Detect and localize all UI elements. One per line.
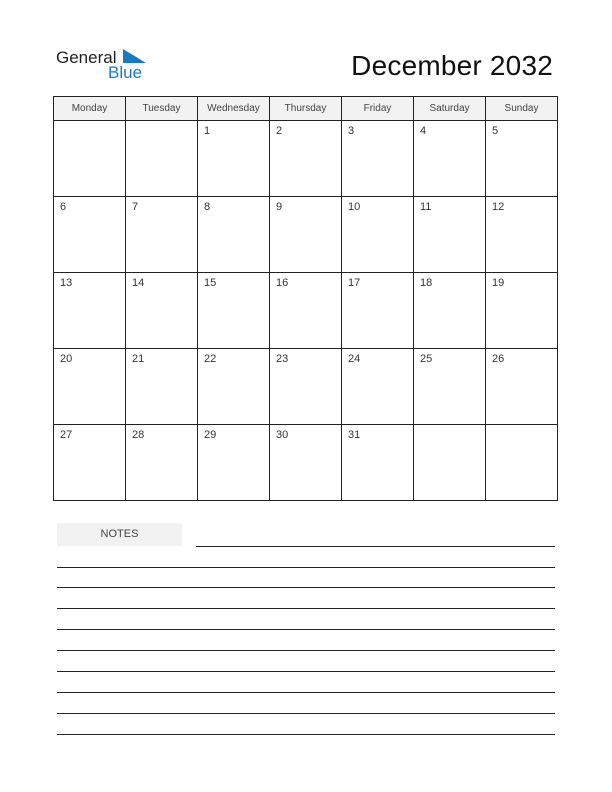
notes-line bbox=[57, 567, 555, 568]
notes-line bbox=[57, 734, 555, 735]
notes-line bbox=[57, 692, 555, 693]
day-number: 5 bbox=[492, 125, 499, 137]
notes-line bbox=[57, 608, 555, 609]
day-cell bbox=[198, 197, 270, 273]
day-cell bbox=[414, 121, 486, 197]
day-cell bbox=[486, 273, 558, 349]
day-number: 6 bbox=[60, 201, 67, 213]
calendar-title: December 2032 bbox=[351, 50, 553, 81]
logo-triangle-icon bbox=[120, 49, 146, 63]
weekday-header: Saturday bbox=[414, 97, 486, 121]
day-cell bbox=[270, 273, 342, 349]
day-number: 14 bbox=[132, 277, 145, 289]
notes-line bbox=[57, 713, 555, 714]
day-cell bbox=[198, 121, 270, 197]
day-number: 18 bbox=[420, 277, 433, 289]
day-cell bbox=[198, 349, 270, 425]
day-cell bbox=[54, 425, 126, 501]
day-cell bbox=[126, 425, 198, 501]
notes-line bbox=[57, 671, 555, 672]
day-cell bbox=[486, 349, 558, 425]
day-cell bbox=[342, 197, 414, 273]
day-cell bbox=[126, 121, 198, 197]
logo-text-general: General bbox=[56, 48, 117, 67]
day-number: 19 bbox=[492, 277, 505, 289]
day-number bbox=[54, 121, 125, 125]
day-number bbox=[414, 425, 485, 429]
day-number: 1 bbox=[204, 125, 211, 137]
day-cell bbox=[270, 197, 342, 273]
week-row bbox=[54, 425, 558, 501]
calendar-grid bbox=[53, 96, 558, 501]
day-number: 31 bbox=[348, 429, 361, 441]
day-number: 12 bbox=[492, 201, 505, 213]
weekday-header: Wednesday bbox=[198, 97, 270, 121]
weekday-header: Tuesday bbox=[126, 97, 198, 121]
day-cell bbox=[414, 273, 486, 349]
logo-text-blue: Blue bbox=[108, 63, 143, 82]
day-number: 28 bbox=[132, 429, 145, 441]
day-cell bbox=[270, 349, 342, 425]
day-number: 26 bbox=[492, 353, 505, 365]
day-number: 8 bbox=[204, 201, 211, 213]
notes-line bbox=[57, 587, 555, 588]
day-number bbox=[486, 425, 557, 429]
day-number bbox=[126, 121, 197, 125]
day-number: 7 bbox=[132, 201, 139, 213]
day-cell bbox=[486, 197, 558, 273]
notes-line bbox=[57, 650, 555, 651]
notes-line bbox=[57, 629, 555, 630]
day-number: 25 bbox=[420, 353, 433, 365]
notes-label: NOTES bbox=[57, 523, 182, 546]
weekday-header: Thursday bbox=[270, 97, 342, 121]
day-cell bbox=[54, 121, 126, 197]
day-cell bbox=[270, 121, 342, 197]
day-number: 29 bbox=[204, 429, 217, 441]
day-cell bbox=[486, 121, 558, 197]
day-number: 16 bbox=[276, 277, 289, 289]
day-number: 27 bbox=[60, 429, 73, 441]
day-number: 4 bbox=[420, 125, 427, 137]
day-number: 15 bbox=[204, 277, 217, 289]
day-number: 21 bbox=[132, 353, 145, 365]
day-cell bbox=[414, 349, 486, 425]
day-cell bbox=[342, 273, 414, 349]
weekday-header: Friday bbox=[342, 97, 414, 121]
day-cell bbox=[342, 349, 414, 425]
weekday-header-row bbox=[54, 97, 558, 121]
day-number: 2 bbox=[276, 125, 283, 137]
day-number: 30 bbox=[276, 429, 289, 441]
day-number: 17 bbox=[348, 277, 361, 289]
day-cell bbox=[54, 349, 126, 425]
week-row bbox=[54, 349, 558, 425]
day-number: 23 bbox=[276, 353, 289, 365]
day-cell bbox=[198, 425, 270, 501]
day-cell bbox=[126, 197, 198, 273]
weekday-header: Monday bbox=[54, 97, 126, 121]
day-cell bbox=[342, 425, 414, 501]
day-number: 24 bbox=[348, 353, 361, 365]
day-number: 13 bbox=[60, 277, 73, 289]
week-row bbox=[54, 273, 558, 349]
day-cell bbox=[126, 273, 198, 349]
day-cell bbox=[270, 425, 342, 501]
day-cell bbox=[342, 121, 414, 197]
day-cell bbox=[54, 273, 126, 349]
weekday-header: Sunday bbox=[486, 97, 558, 121]
day-cell bbox=[198, 273, 270, 349]
notes-line bbox=[196, 546, 555, 547]
day-cell bbox=[126, 349, 198, 425]
day-number: 20 bbox=[60, 353, 73, 365]
day-cell bbox=[414, 425, 486, 501]
brand-logo bbox=[56, 46, 156, 86]
day-number: 3 bbox=[348, 125, 355, 137]
day-number: 10 bbox=[348, 201, 361, 213]
day-number: 22 bbox=[204, 353, 217, 365]
day-cell bbox=[54, 197, 126, 273]
week-row bbox=[54, 197, 558, 273]
day-number: 11 bbox=[420, 201, 432, 213]
day-cell bbox=[486, 425, 558, 501]
day-cell bbox=[414, 197, 486, 273]
week-row bbox=[54, 121, 558, 197]
day-number: 9 bbox=[276, 201, 283, 213]
